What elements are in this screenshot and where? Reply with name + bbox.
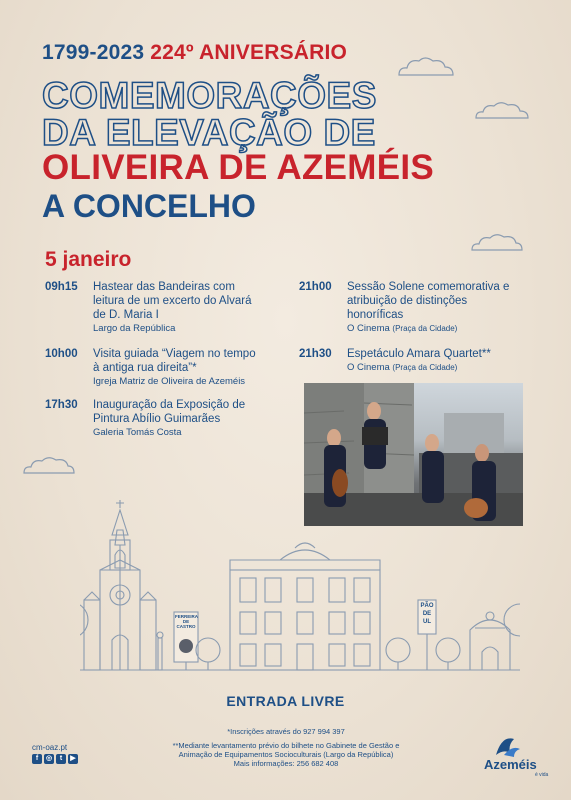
event-item (299, 280, 539, 340)
event-desc: Hastear das Bandeiras com (93, 281, 235, 293)
event-desc: atribuição de distinções (347, 295, 468, 307)
event-place-detail: (Praça da Cidade) (392, 324, 458, 333)
event-desc: de D. Maria I (93, 309, 159, 321)
note-bilhete-1: **Mediante levantamento prévio do bilhete no Gabinete de Gestão e (172, 741, 400, 750)
event-item (299, 347, 539, 379)
event-time: 17h30 (45, 399, 78, 411)
anniversary-text: 224º ANIVERSÁRIO (150, 41, 348, 64)
note-inscricoes: *Inscrições através do 927 994 397 (227, 727, 345, 736)
years-text: 1799-2023 (42, 41, 145, 64)
note-bilhete-2: Animação de Equipamentos Socioculturais (Largo da República) (178, 750, 394, 759)
event-item (45, 398, 290, 444)
cloud-icon (20, 455, 78, 477)
event-time: 09h15 (45, 281, 78, 293)
entrada-livre: ENTRADA LIVRE (226, 693, 345, 709)
event-desc: honoríficas (347, 309, 404, 321)
cloud-icon (395, 55, 457, 79)
cloud-icon (468, 232, 526, 254)
event-place-detail: (Praça da Cidade) (392, 363, 458, 372)
pao-sign-text: PÃO DE UL (420, 603, 434, 625)
instagram-icon[interactable]: ◎ (45, 755, 53, 762)
event-desc: Visita guiada “Viagem no tempo (93, 348, 256, 360)
event-date: 5 janeiro (45, 248, 132, 271)
event-desc: leitura de um excerto do Alvará (93, 295, 252, 307)
event-desc: à antiga rua direita”* (93, 362, 197, 374)
event-place: O Cinema (347, 362, 390, 373)
title-line-4: A CONCELHO (42, 188, 256, 224)
social-icons (32, 754, 78, 764)
event-place: Largo da República (93, 323, 176, 334)
website-text: cm-oaz.pt (32, 743, 68, 752)
event-desc: Inauguração da Exposição de (93, 399, 246, 411)
event-time: 10h00 (45, 348, 78, 360)
event-place: Igreja Matriz de Oliveira de Azeméis (93, 376, 246, 387)
cloud-icon (472, 100, 532, 122)
twitter-icon[interactable]: t (56, 754, 66, 764)
event-desc: Espetáculo Amara Quartet** (347, 348, 491, 360)
event-time: 21h30 (299, 348, 332, 360)
title-line-3: OLIVEIRA DE AZEMÉIS (42, 148, 435, 187)
note-info: Mais informações: 256 682 408 (233, 759, 339, 768)
event-place: O Cinema (347, 323, 390, 334)
logo-text: Azeméis (484, 757, 537, 772)
event-item (45, 280, 290, 340)
title-line-2: DA ELEVAÇÃO DE (42, 112, 376, 153)
event-item (45, 347, 290, 393)
ferreira-sign-text: FERREIRA DE CASTRO (175, 614, 199, 629)
town-illustration (80, 500, 520, 675)
event-place: Galeria Tomás Costa (93, 427, 182, 438)
facebook-icon[interactable]: f (32, 754, 42, 764)
title-line-1: COMEMORAÇÕES (42, 75, 377, 116)
event-desc: Sessão Solene comemorativa e (347, 281, 510, 293)
header-years (42, 41, 347, 65)
youtube-icon[interactable]: ▶ (68, 754, 78, 764)
event-time: 21h00 (299, 281, 332, 293)
logo-subtext: é vida (535, 772, 549, 778)
event-desc: Pintura Abílio Guimarães (93, 413, 221, 425)
